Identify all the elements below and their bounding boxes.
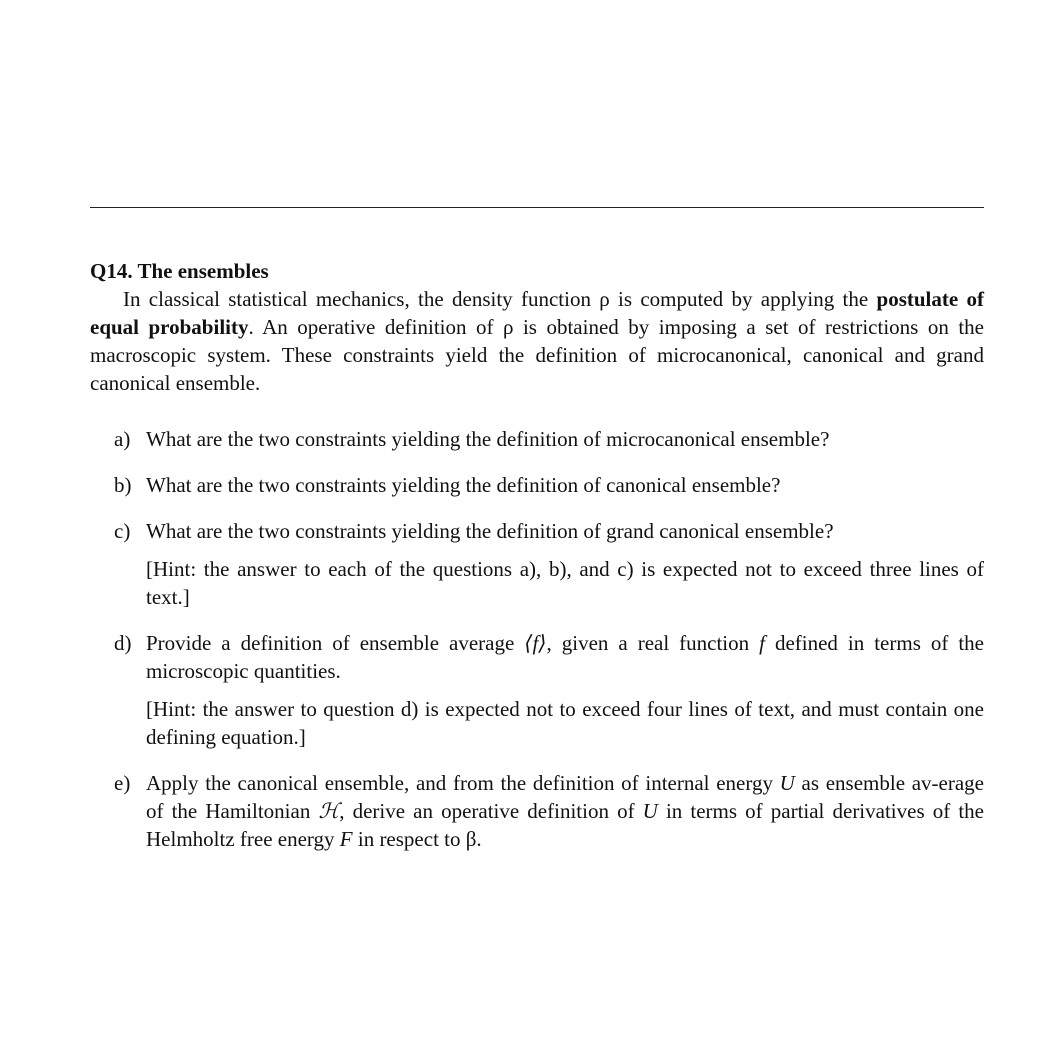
subquestion-text: What are the two constraints yielding the definition of grand canonical ensemble? (146, 519, 834, 543)
subquestion-e (90, 769, 984, 853)
question-block (90, 257, 984, 871)
horizontal-rule (90, 207, 984, 208)
subquestion-text: What are the two constraints yielding the definition of canonical ensemble? (146, 473, 781, 497)
subquestion-label: a) (114, 427, 131, 451)
subquestion-label: b) (114, 473, 132, 497)
subquestion-hint: [Hint: the answer to each of the questions a), b), and c) is expected not to exceed three lines of text.] (146, 557, 984, 609)
subquestion-b (90, 471, 984, 499)
subquestion-text (146, 629, 984, 685)
subquestion-label: d) (114, 631, 132, 655)
subquestion-text: What are the two constraints yielding the definition of microcanonical ensemble? (146, 427, 830, 451)
subquestion-a (90, 425, 984, 453)
text-fragment: in respect to β. (352, 827, 482, 851)
text-fragment: , derive an operative definition of (339, 799, 643, 823)
text-fragment: , given a real function (546, 631, 760, 655)
subquestion-list (90, 425, 984, 853)
math-ensemble-average: ⟨f⟩ (524, 631, 547, 655)
math-U: U (779, 771, 795, 795)
subquestion-c (90, 517, 984, 611)
question-title: Q14. The ensembles (90, 259, 269, 283)
text-fragment: defined in terms of the microscopic quantities. (146, 631, 984, 683)
intro-text-2: . An operative definition of ρ is obtained by imposing a set of restrictions on the macroscopic system. These constraints yield the definition of microcanonical, canonical and grand canonical ensemble. (90, 315, 984, 395)
text-fragment: in terms of partial derivatives of the Helmholtz free energy (146, 799, 984, 851)
math-U: U (642, 799, 658, 823)
intro-text-1: In classical statistical mechanics, the density function ρ is computed by applying the (123, 287, 877, 311)
intro-bold-term: postulate of equal probability (90, 287, 985, 339)
subquestion-d (90, 629, 984, 751)
question-intro (90, 285, 984, 397)
subquestion-label: c) (114, 519, 131, 543)
text-fragment: Apply the canonical ensemble, and from the definition of internal energy (146, 771, 780, 795)
text-fragment: as ensemble av-erage of the Hamiltonian (146, 771, 984, 823)
subquestion-hint: [Hint: the answer to question d) is expected not to exceed four lines of text, and must contain one defining equation.] (146, 697, 984, 749)
math-F: F (339, 827, 353, 851)
math-hamiltonian: ℋ (318, 799, 340, 823)
math-f: f (759, 631, 765, 655)
text-fragment: Provide a definition of ensemble average (146, 631, 525, 655)
subquestion-text (146, 769, 984, 853)
subquestion-label: e) (114, 771, 131, 795)
